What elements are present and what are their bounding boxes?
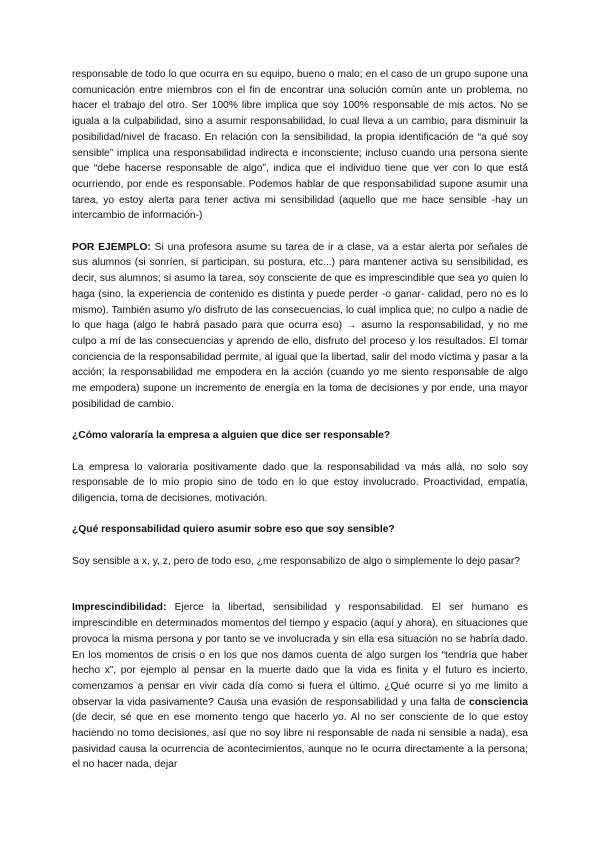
question-heading-empresa: ¿Cómo valoraría la empresa a alguien que dice ser responsable?	[72, 430, 391, 442]
consciencia-term: consciencia	[469, 696, 528, 708]
question-heading-sensible: ¿Qué responsabilidad quiero asumir sobre eso que soy sensible?	[72, 524, 395, 536]
paragraph-imprescindibilidad	[72, 600, 528, 773]
answer-sensible: Soy sensible a x, y, z, pero de todo eso, ¿me responsabilizo de algo o simplemente lo dejo pasar?	[72, 555, 520, 567]
imprescindibilidad-text-a: Ejerce la libertad, sensibilidad y responsabilidad. El ser humano es imprescindible en determinados momentos del tiempo y espacio (aquí y ahora), en situaciones que provoca la misma persona y por tanto se ve involucrada y sin ella esa situación no se habría dado. En los momentos de crisis o en los que nos damos cuenta de algo surgen los “tendría que haber hecho x”, por ejemplo al pensar en la muerte dado que la vida es finita y el futuro es incierto, comenzamos a pensar en vivir cada día como si fuera el último. ¿Qué ocurre si yo me limito a observar la vida pasivamente? Causa una evasión de responsabilidad y una falta de	[72, 602, 528, 708]
answer-empresa: La empresa lo valoraría positivamente dado que la responsabilidad va más allá, no solo soy responsable de lo mío propio sino de todo en lo que estoy involucrado. Proactividad, empatía, diligencia, toma de decisiones, motivación.	[72, 461, 528, 504]
example-text: Si una profesora asume su tarea de ir a clase, va a estar alerta por señales de sus alumnos (si sonríen, si participan, su postura, etc...) para mantener activa su sensibilidad, es decir, sus alumnos; si asumo la tarea, soy consciente de que es imprescindible que sea yo quien lo haga (sino, la experiencia de contenido es distinta y puede perder -o ganar- calidad, pero no es lo mismo). También asumo y/o disfruto de las consecuencias, lo cual implica que; no culpo a nadie de lo que haga (algo le habrá pasado para que ocurra eso) → asumo la responsabilidad, y no me culpo a mí de las consecuencias y aprendo de ello, disfruto del proceso y los resultados. El tomar conciencia de la responsabilidad permite, al igual que la libertad, salir del modo víctima y pasar a la acción; la responsabilidad me empodera en la acción (cuando yo me siento responsable de algo me empodera) supone un incremento de energía en la toma de decisiones y por ende, una mayor posibilidad de cambio.	[72, 241, 529, 410]
imprescindibilidad-text-b: (de decir, sé que en ese momento tengo que hacerlo yo. Al no ser consciente de lo que estoy haciendo no tomo decisiones, así que no soy libre ni responsable de nada ni sensible a nada), esa pasividad causa la ocurrencia de acontecimientos, aunque no le ocurra directamente a la persona; el no hacer nada, dejar	[72, 712, 528, 771]
paragraph-por-ejemplo	[72, 240, 528, 413]
imprescindibilidad-label: Imprescindibilidad:	[72, 602, 167, 614]
example-label: POR EJEMPLO:	[72, 241, 151, 253]
document-page	[72, 67, 528, 773]
paragraph-responsabilidad: responsable de todo lo que ocurra en su equipo, bueno o malo; en el caso de un grupo supone una comunicación entre miembros con el fin de encontrar una solución común ante un problema, no hacer el trabajo del otro. Ser 100% libre implica que soy 100% responsable de mis actos. No se iguala a la culpabilidad, sino a asumir responsabilidad, lo cual lleva a un cambio, para disminuir la posibilidad/nivel de fracaso. En relación con la sensibilidad, la propia identificación de “a qué soy sensible” implica una responsabilidad indirecta e inconsciente; incluso cuando una persona siente que “debe hacerse responsable de algo”, indica que el individuo tiene que ver con lo que está ocurriendo, por ende es responsable. Podemos hablar de que responsabilidad supone asumir una tarea, yo estoy alerta para tener activa mi sensibilidad (aquello que me hace sensible -hay un intercambio de información-)	[72, 69, 528, 222]
